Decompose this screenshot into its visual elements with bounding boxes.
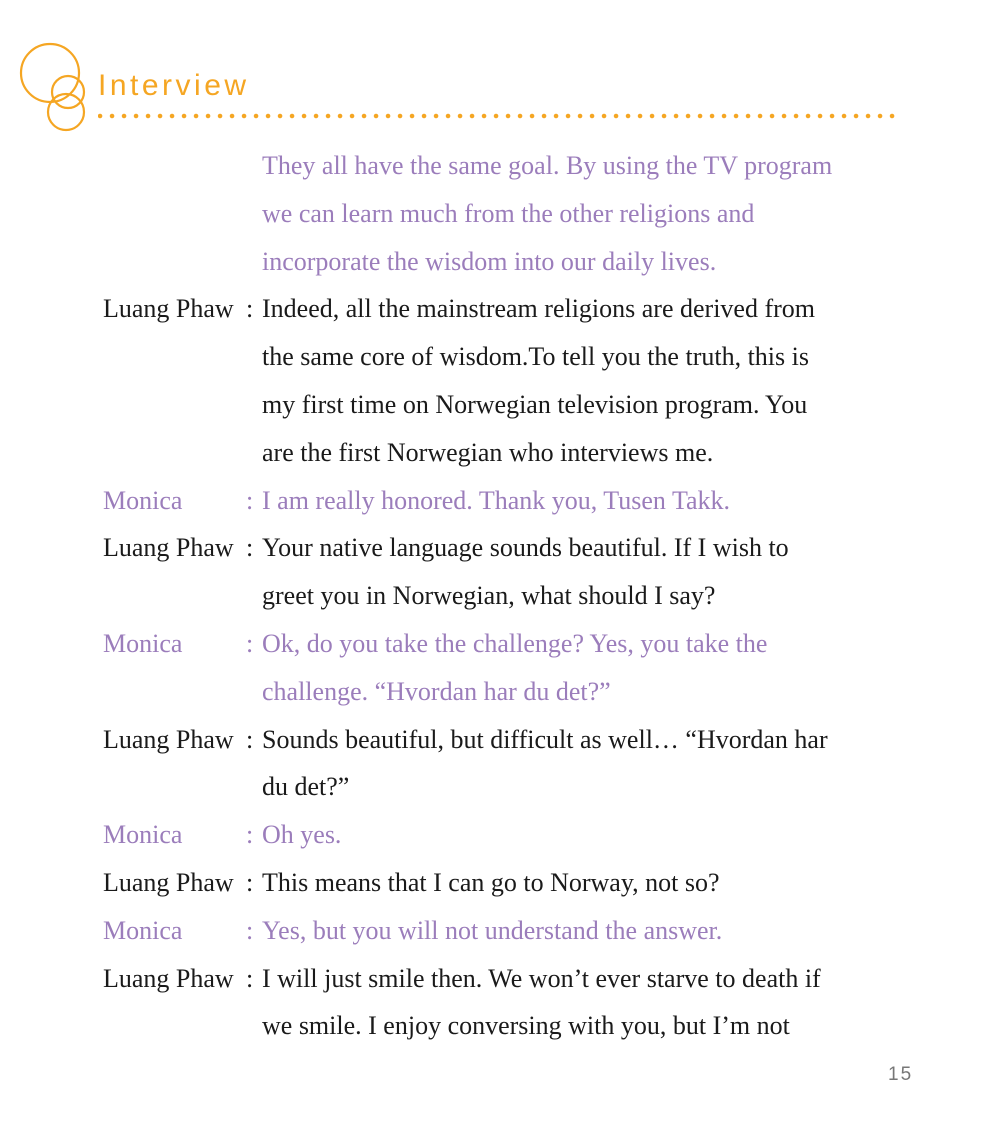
speaker-colon: : — [246, 820, 254, 850]
speaker-colon: : — [246, 867, 254, 897]
interlocking-circles-icon — [10, 36, 110, 136]
dialogue-text: I am really honored. Thank you, Tusen Takk. — [262, 485, 731, 515]
transcript-line — [0, 668, 1000, 716]
dotted-divider — [98, 111, 904, 121]
transcript-line — [0, 1002, 1000, 1050]
transcript-line — [0, 955, 1000, 1003]
transcript-line — [0, 907, 1000, 955]
transcript-line — [0, 811, 1000, 859]
dialogue-text: greet you in Norwegian, what should I say? — [262, 581, 716, 611]
dialogue-text: Your native language sounds beautiful. If I wish to — [262, 533, 789, 563]
speaker-name: Luang Phaw — [103, 533, 234, 563]
transcript-line — [0, 477, 1000, 525]
transcript-line — [0, 620, 1000, 668]
dialogue-text: This means that I can go to Norway, not so? — [262, 867, 720, 897]
dialogue-text: incorporate the wisdom into our daily lives. — [262, 246, 717, 276]
speaker-colon: : — [246, 963, 254, 993]
dialogue-text: Sounds beautiful, but difficult as well… “Hvordan har — [262, 724, 828, 754]
dialogue-text: Indeed, all the mainstream religions are derived from — [262, 294, 816, 324]
dialogue-text: challenge. “Hvordan har du det?” — [262, 676, 611, 706]
dialogue-text: Oh yes. — [262, 820, 342, 850]
speaker-name: Luang Phaw — [103, 294, 234, 324]
transcript-line — [0, 716, 1000, 764]
transcript-line — [0, 142, 1000, 190]
transcript-line — [0, 190, 1000, 238]
speaker-colon: : — [246, 485, 254, 515]
dialogue-text: Ok, do you take the challenge? Yes, you take the — [262, 628, 768, 658]
speaker-name: Monica — [103, 485, 183, 515]
transcript-line — [0, 524, 1000, 572]
transcript-line — [0, 429, 1000, 477]
transcript-line — [0, 381, 1000, 429]
page-header — [0, 0, 1000, 140]
dialogue-text: du det?” — [262, 772, 350, 802]
dialogue-text: They all have the same goal. By using the TV program — [262, 151, 833, 180]
dialogue-text: are the first Norwegian who interviews me. — [262, 437, 714, 467]
speaker-name: Luang Phaw — [103, 963, 234, 993]
dialogue-text: we smile. I enjoy conversing with you, but I’m not — [262, 1011, 790, 1041]
dialogue-text: the same core of wisdom.To tell you the truth, this is — [262, 342, 809, 372]
dialogue-text: we can learn much from the other religions and — [262, 198, 755, 228]
transcript-line — [0, 572, 1000, 620]
transcript-line — [0, 333, 1000, 381]
interview-transcript — [0, 142, 1000, 1050]
transcript-line — [0, 285, 1000, 333]
dialogue-text: I will just smile then. We won’t ever starve to death if — [262, 963, 821, 993]
speaker-name: Monica — [103, 628, 183, 658]
speaker-colon: : — [246, 724, 254, 754]
speaker-colon: : — [246, 915, 254, 945]
speaker-colon: : — [246, 533, 254, 563]
dialogue-text: Yes, but you will not understand the answer. — [262, 915, 723, 945]
speaker-name: Monica — [103, 820, 183, 850]
speaker-colon: : — [246, 628, 254, 658]
dialogue-text: my first time on Norwegian television program. You — [262, 389, 808, 419]
transcript-line — [0, 763, 1000, 811]
speaker-colon: : — [246, 294, 254, 324]
speaker-name: Luang Phaw — [103, 867, 234, 897]
page-number: 15 — [888, 1064, 914, 1085]
section-title: Interview — [98, 69, 250, 102]
speaker-name: Luang Phaw — [103, 724, 234, 754]
speaker-name: Monica — [103, 915, 183, 945]
transcript-line — [0, 859, 1000, 907]
transcript-line — [0, 238, 1000, 286]
